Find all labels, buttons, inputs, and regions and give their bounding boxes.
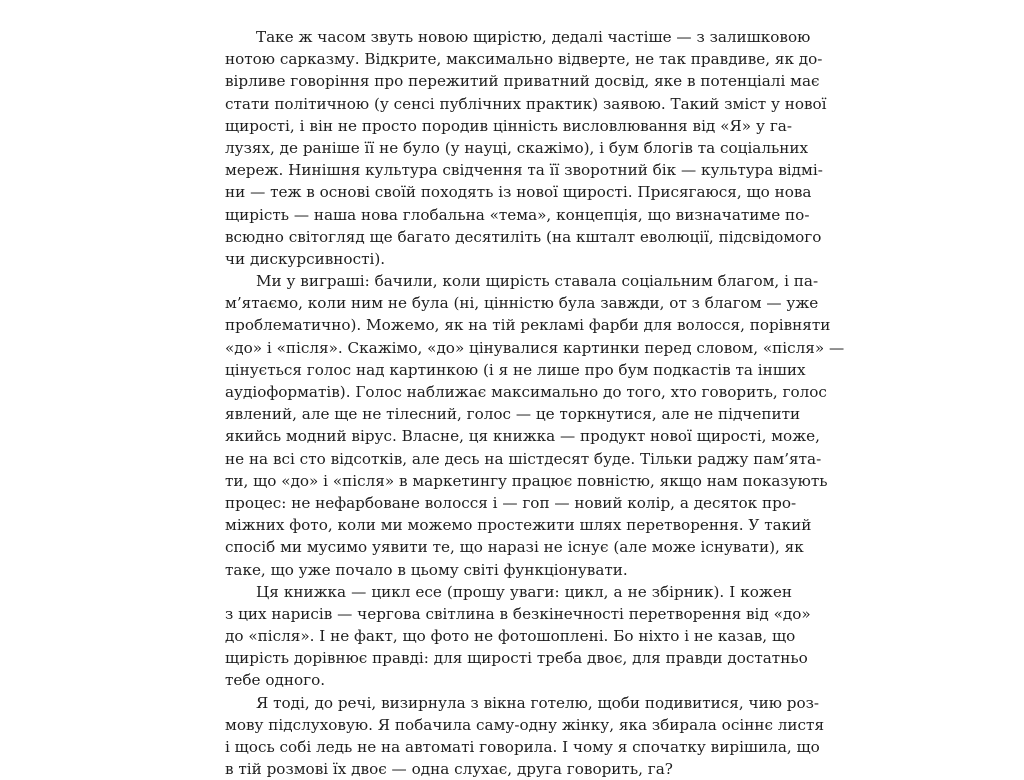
paragraph-3 (225, 581, 811, 692)
text-line: якийсь модний вірус. Власне, ця книжка — продукт нової щирості, може, (225, 427, 820, 446)
text-line: Ми у виграші: бачили, коли щирість ставала соціальним благом, і па- (256, 272, 819, 291)
text-line: м’ятаємо, коли ним не була (ні, цінністю була завжди, от з благом — уже (225, 294, 819, 313)
text-line: міжних фото, коли ми можемо простежити шлях перетворення. У такий (225, 516, 812, 535)
text-line: лузях, де раніше її не було (у науці, скажімо), і бум блогів та соціальних (225, 138, 809, 157)
text-line: процес: не нефарбоване волосся і — гоп — новий колір, а десяток про- (225, 493, 797, 512)
text-line: мову підслуховую. Я побачила саму-одну жінку, яка збирала осіннє листя (225, 715, 825, 734)
text-line: щирість дорівнює правді: для щирості треба двоє, для правди достатньо (225, 649, 808, 668)
text-line: тебе одного. (225, 671, 326, 690)
paragraph-4 (225, 692, 825, 780)
text-line: нотою сарказму. Відкрите, максимально відверте, не так правдиве, як до- (225, 50, 823, 69)
text-line: Я тоді, до речі, визирнула з вікна готелю, щоби подивитися, чию роз- (256, 693, 820, 712)
text-line: цінується голос над картинкою (і я не лише про бум подкастів та інших (225, 360, 806, 379)
text-line: аудіоформатів). Голос наближає максимально до того, хто говорить, голос (225, 383, 827, 401)
text-line: мереж. Нинішня культура свідчення та її зворотний бік — культура відмі- (225, 161, 823, 180)
text-line: стати політичною (у сенсі публічних практик) заявою. Такий зміст у нової (225, 94, 827, 113)
text-line: Ця книжка — цикл есе (прошу уваги: цикл, а не збірник). І кожен (256, 582, 792, 601)
text-line: щирість — наша нова глобальна «тема», концепція, що визначатиме по- (225, 205, 810, 224)
text-line: вірливе говоріння про пережитий приватний досвід, яке в потенціалі має (225, 72, 820, 91)
text-line: з цих нарисів — чергова світлина в безкінечності перетворення від «до» (225, 604, 811, 623)
text-line: спосіб ми мусимо уявити те, що наразі не існує (але може існувати), як (225, 538, 804, 557)
text-line: всюдно світогляд ще багато десятиліть (на кшталт еволюції, підсвідомого (225, 227, 822, 246)
paragraph-1 (225, 26, 827, 270)
text-line: не на всі сто відсотків, але десь на шістдесят буде. Тільки раджу пам’ята- (225, 449, 822, 468)
text-line: до «після». І не факт, що фото не фотошоплені. Бо ніхто і не казав, що (225, 627, 796, 646)
text-line: щирості, і він не просто породив цінність висловлювання від «Я» у га- (225, 116, 792, 135)
text-line: ти, що «до» і «після» в маркетингу працює повністю, якщо нам показують (225, 471, 828, 490)
book-page (225, 26, 845, 780)
text-line: в тій розмові їх двоє — одна слухає, друга говорить, га? (225, 760, 673, 779)
text-line: ни — теж в основі своїй походять із нової щирості. Присягаюся, що нова (225, 183, 812, 202)
text-line: Таке ж часом звуть новою щирістю, дедалі частіше — з залишковою (256, 28, 811, 46)
paragraph-2 (225, 270, 845, 581)
text-line: чи дискурсивності). (225, 249, 386, 268)
text-line: і щось собі ледь не на автоматі говорила. І чому я спочатку вирішила, що (225, 738, 820, 756)
text-line: явлений, але ще не тілесний, голос — це торкнутися, але не підчепити (225, 405, 801, 424)
text-line: проблематично). Можемо, як на тій рекламі фарби для волосся, порівняти (225, 316, 831, 335)
text-line: «до» і «після». Скажімо, «до» цінувалися картинки перед словом, «після» — (225, 338, 845, 357)
text-line: таке, що уже почало в цьому світі функціонувати. (225, 560, 628, 579)
